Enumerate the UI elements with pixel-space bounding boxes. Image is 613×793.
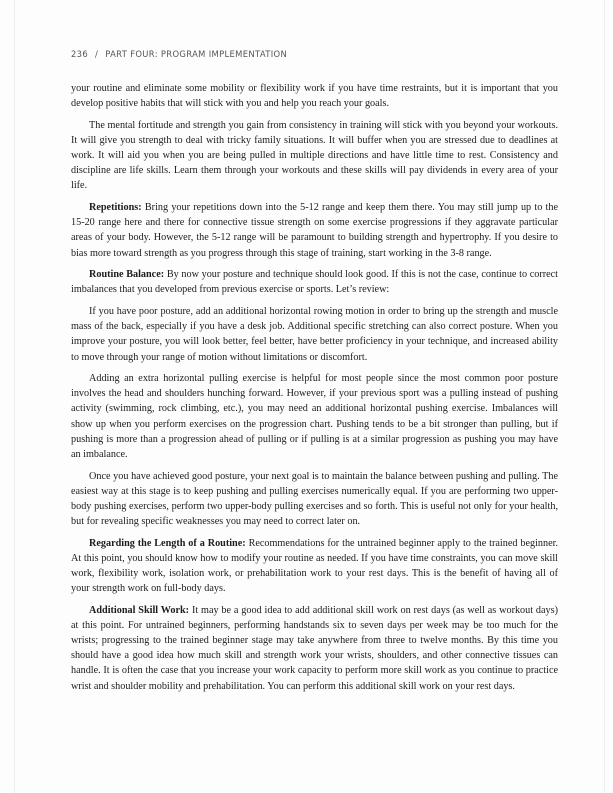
paragraph-text: Once you have achieved good posture, your next goal is to maintain the balance between pushing and pulling. The easiest way at this stage is to keep pushing and pulling exercises numerically equal. If you are performing two upper-body pushing exercises, perform two upper-body pulling exercises and so forth. This is useful not only for your health, but for revealing specific weaknesses you may need to correct later on. bbox=[71, 470, 558, 528]
paragraph-poor-posture bbox=[71, 304, 558, 365]
paragraph-continuation bbox=[71, 81, 558, 111]
paragraph-mental-fortitude bbox=[71, 118, 558, 194]
paragraph-skill-work bbox=[71, 603, 558, 694]
paragraph-routine-balance bbox=[71, 267, 558, 297]
paragraph-routine-length bbox=[71, 536, 558, 597]
section-title: PART FOUR: PROGRAM IMPLEMENTATION bbox=[105, 49, 288, 59]
paragraph-lead: Regarding the Length of a Routine: bbox=[89, 537, 246, 549]
paragraph-text: your routine and eliminate some mobility or flexibility work if you have time restraints, but it is important that you develop positive habits that will stick with you and help you reach your goals. bbox=[71, 83, 558, 110]
paragraph-text: If you have poor posture, add an additional horizontal rowing motion in order to bring up the strength and muscle mass of the back, especially if you have a desk job. Additional specific stretching can also correct posture. When you improve your posture, you will look better, feel better, have better proficiency in your technique, and increased ability to move through your range of motion without limitations or discomfort. bbox=[71, 306, 558, 363]
running-head bbox=[71, 49, 287, 59]
body-text bbox=[71, 81, 558, 700]
paragraph-lead: Repetitions: bbox=[89, 202, 142, 214]
paragraph-text: Adding an extra horizontal pulling exercise is helpful for most people since the most common poor posture involves the head and shoulders hunching forward. However, if your previous sport was a pulling instead of pushing activity (swimming, rock climbing, etc.), you may need an additional horizontal pushing exercise. Imbalances will show up when you perform exercises on the progression chart. Pushing tends to be a bit stronger than pulling, but if pushing is more than a progression ahead of pulling or if pulling is at a similar progression as pushing you may have an imbalance. bbox=[71, 373, 558, 460]
paragraph-push-pull-balance bbox=[71, 469, 558, 530]
paragraph-lead: Routine Balance: bbox=[89, 269, 165, 281]
page-edge-left bbox=[14, 0, 15, 793]
paragraph-text: The mental fortitude and strength you gain from consistency in training will stick with you beyond your workouts. It will give you strength to deal with tricky family situations. It will buffer when you are stressed due to deadlines at work. It will aid you when you are being pulled in multiple directions and have little time to rest. Consistency and discipline are life skills. Learn them through your workouts and these skills will pay dividends in every area of your life. bbox=[71, 119, 558, 192]
paragraph-text: Recommendations for the untrained beginner apply to the trained beginner. At this point, you should know how to modify your routine as needed. If you have time constraints, you can move skill work, flexibility work, isolation work, or prehabilitation work to your rest days. This is the benefit of having all of your strength work on full-body days. bbox=[71, 537, 559, 595]
paragraph-text: It may be a good idea to add additional skill work on rest days (as well as workout days) at this point. For untrained beginners, performing handstands six to seven days per week may be too much for the wrists; progressing to the trained beginner stage may take anywhere from three to twelve months. By this time you should have a good idea how much skill and strength work your wrists, shoulders, and other connective tissues can handle. It is often the case that you increase your work capacity to perform more skill work as you continue to practice wrist and shoulder mobility and prehabilitation. You can perform this additional skill work on your rest days. bbox=[71, 604, 558, 692]
header-separator: / bbox=[95, 49, 99, 59]
paragraph-text: By now your posture and technique should look good. If this is not the case, continue to correct imbalances that you developed from previous exercise or sports. Let’s review: bbox=[71, 269, 559, 296]
page-edge-right bbox=[604, 0, 605, 793]
paragraph-horizontal-pulling bbox=[71, 371, 558, 462]
page-number: 236 bbox=[71, 49, 89, 59]
paragraph-repetitions bbox=[71, 200, 558, 261]
paragraph-text: Bring your repetitions down into the 5-12 range and keep them there. You may still jump up to the 15-20 range here and there for connective tissue strength on some exercise progressions if they aggravate particular areas of your body. However, the 5-12 range will be paramount to building strength and hypertrophy. If you desire to bias more toward strength as you progress through this stage of training, start working in the 3-8 range. bbox=[71, 202, 558, 259]
paragraph-lead: Additional Skill Work: bbox=[89, 604, 190, 616]
